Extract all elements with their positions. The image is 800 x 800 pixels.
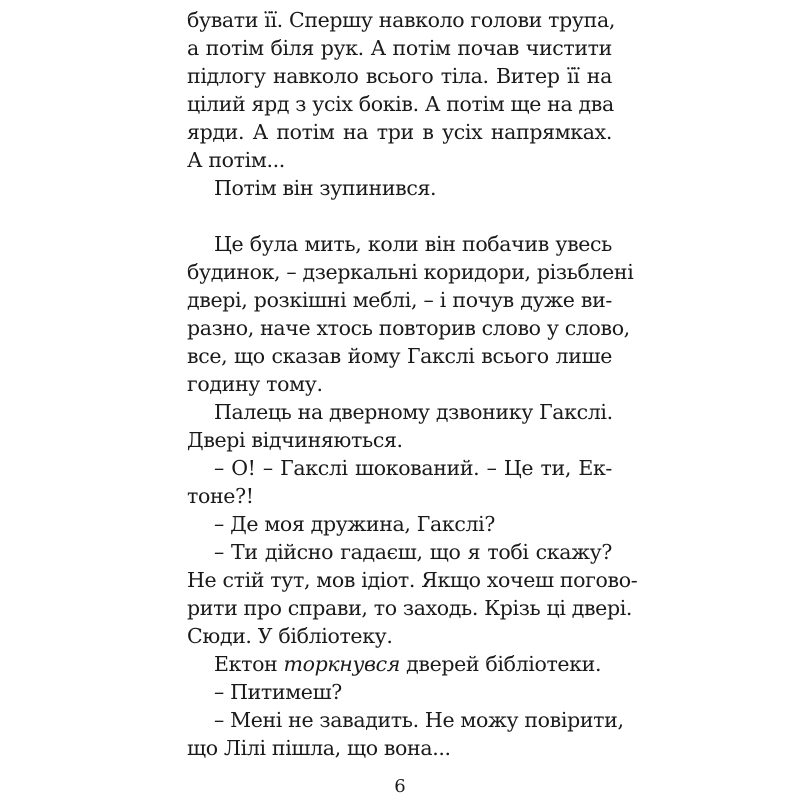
text-segment: дверей бібліотеки.: [399, 652, 602, 676]
text-line: ярди. А потім на три в усіх напрямках.: [187, 120, 612, 144]
text-line: будинок, – дзеркальні коридори, різьблені: [187, 260, 634, 284]
text-line: цілий ярд з усіх боків. А потім ще на два: [187, 92, 614, 116]
text-line: – Ти дійсно гадаєш, що я тобі скажу?: [214, 540, 612, 564]
page-number: 6: [394, 776, 406, 797]
text-line: – Мені не завадить. Не можу повірити,: [214, 708, 624, 732]
text-line: [214, 652, 601, 676]
text-line: підлогу навколо всього тіла. Витер її на: [187, 64, 612, 88]
text-line: – Питимеш?: [214, 680, 342, 704]
italic-word: торкнувся: [283, 652, 400, 676]
text-line: – О! – Гакслі шокований. – Це ти, Ек-: [214, 456, 612, 480]
text-line: – Де моя дружина, Гакслі?: [214, 512, 495, 536]
text-line: годину тому.: [187, 372, 323, 396]
text-line: двері, розкішні меблі, – і почув дуже ви-: [187, 288, 612, 312]
text-line: Не стій тут, мов ідіот. Якщо хочеш погово-: [187, 568, 638, 592]
text-line: Двері відчиняються.: [187, 428, 403, 452]
text-line: Сюди. У бібліотеку.: [187, 624, 393, 648]
text-segment: Ектон: [214, 652, 284, 676]
text-line: Потім він зупинився.: [214, 176, 437, 200]
text-line: разно, наче хтось повторив слово у слово,: [187, 316, 630, 340]
text-line: Палець на дверному дзвонику Гакслі.: [214, 400, 613, 424]
text-line: рити про справи, то заходь. Крізь ці двері.: [187, 596, 633, 620]
text-line: бувати її. Спершу навколо голови трупа,: [187, 8, 615, 32]
text-line: А потім...: [187, 148, 285, 172]
text-line: Це була мить, коли він побачив увесь: [214, 232, 612, 256]
text-line: тоне?!: [187, 484, 254, 508]
text-line: все, що сказав йому Гакслі всього лише: [187, 344, 612, 368]
text-line: що Лілі пішла, що вона...: [187, 736, 451, 760]
text-line: а потім біля рук. А потім почав чистити: [187, 36, 612, 60]
